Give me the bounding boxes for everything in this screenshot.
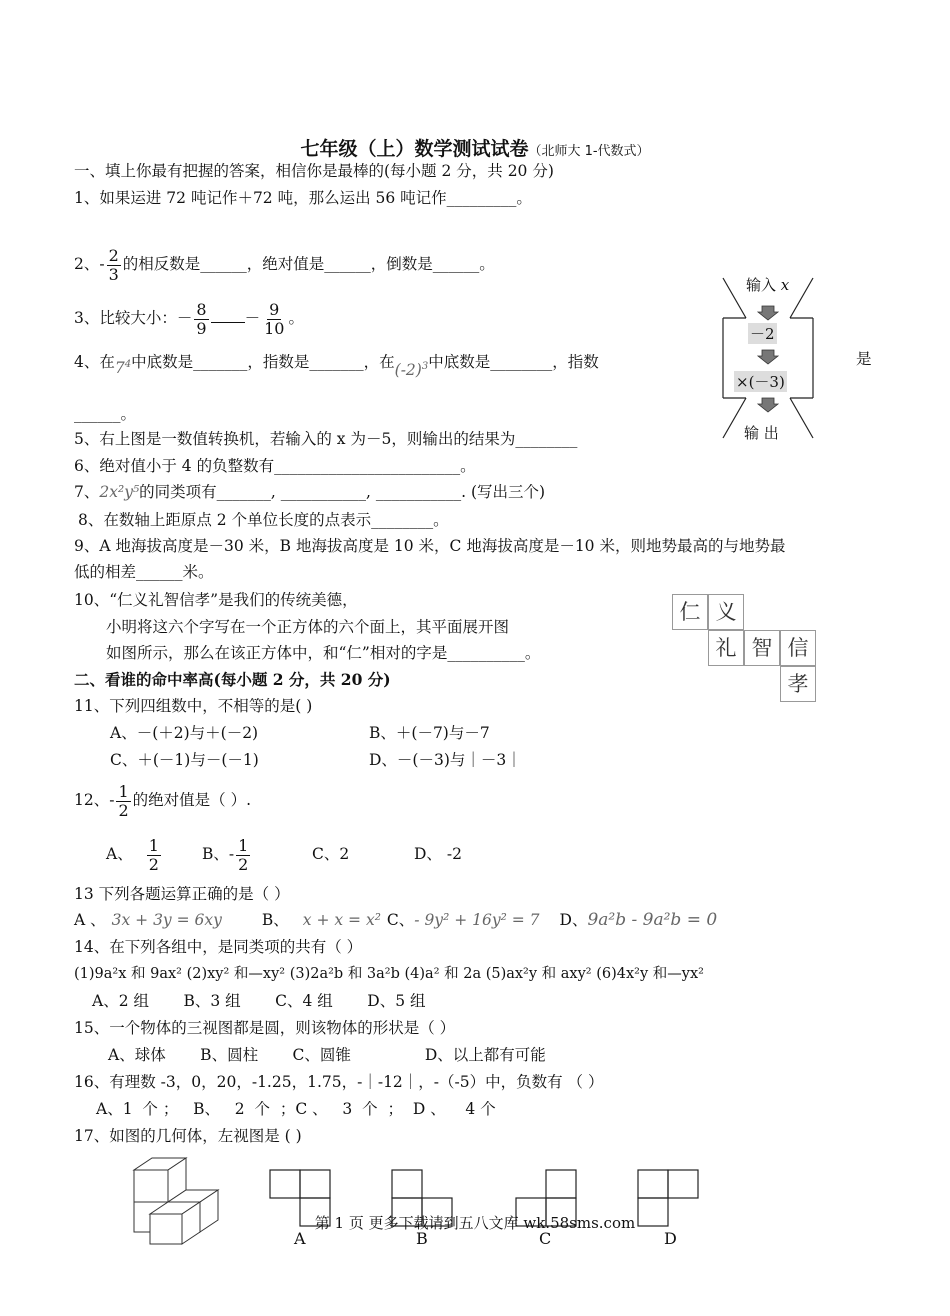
q3-blank [211, 308, 245, 323]
net-cell-ren: 仁 [672, 594, 708, 630]
q11-option-c: C、＋(－1)与－(－1) [110, 751, 259, 769]
label-c: C [539, 1229, 552, 1248]
question-11: 11、下列四组数中，不相等的是( ) [74, 697, 313, 715]
q2-numerator: 2 [108, 245, 119, 265]
net-cell-zhi: 智 [744, 630, 780, 666]
section2-heading: 二、看谁的命中率高(每小题 2 分，共 20 分) [74, 670, 391, 689]
question-16: 16、有理数 -3，0，20，-1.25，1.75，-｜-12｜，-（-5）中，负数有 （ ） [74, 1073, 604, 1091]
question-2 [74, 244, 495, 284]
q3-num2: 9 [269, 299, 280, 319]
q4-continuation: ______。 [74, 405, 137, 423]
q7-math: 2x²y⁵ [99, 483, 140, 501]
question-10-line1: 10、“仁义礼智信孝”是我们的传统美德， [74, 591, 358, 609]
q4-shi: 是 [856, 350, 872, 368]
q11-option-a: A、－(＋2)与＋(－2) [110, 724, 259, 742]
q7-suffix: 的同类项有_______, ___________, ___________. (写出三个) [139, 483, 546, 501]
net-cell-xin: 信 [780, 630, 816, 666]
question-6: 6、绝对值小于 4 的负整数有________________________。 [74, 457, 476, 475]
q7-prefix: 7、 [74, 483, 100, 501]
q4-base-2: (-2) [394, 361, 422, 380]
q12-b-num: 1 [238, 835, 249, 855]
question-7 [74, 482, 545, 502]
q12-option-d: D、 -2 [414, 845, 462, 863]
q14-items: (1)9a²x 和 9ax² (2)xy² 和—xy² (3)2a²b 和 3a²b (4)a² 和 2a (5)ax²y 和 axy² (6)4x²y 和—yx² [74, 966, 704, 982]
q12-prefix: 12、- [74, 791, 115, 809]
q12-b-label: B、- [202, 845, 235, 863]
question-10-line2: 小明将这六个字写在一个正方体的六个面上，其平面展开图 [106, 618, 510, 636]
machine-step-2: ×(－3) [736, 373, 785, 391]
q4-exp-2: 3 [421, 361, 429, 372]
q13-a-label: A 、 [74, 911, 106, 929]
q3-fraction-2 [262, 301, 286, 338]
q3-den1: 9 [196, 318, 207, 338]
question-5: 5、右上图是一数值转换机，若输入的 x 为－5，则输出的结果为________ [74, 430, 578, 448]
q12-b-fraction [236, 837, 250, 874]
q3-den2: 10 [264, 318, 285, 338]
q12-a-fraction [147, 837, 161, 874]
q2-prefix: 2、- [74, 255, 105, 273]
q2-suffix: 的相反数是______，绝对值是______，倒数是______。 [122, 255, 495, 273]
q2-fraction [107, 247, 121, 284]
q13-b-label: B、 [261, 911, 289, 929]
q16-options: A、1 个 ； B、 2 个 ；C 、 3 个 ； D 、 4 个 [96, 1100, 496, 1118]
question-12 [74, 780, 251, 820]
question-9-line2: 低的相差______米。 [74, 563, 214, 581]
machine-input-text: 输入 [746, 276, 777, 294]
page-title [0, 134, 950, 161]
q12-num: 1 [118, 781, 129, 801]
machine-step-1: －2 [750, 325, 775, 343]
q4-base-1: 7 [114, 359, 125, 378]
q4-part-c: 中底数是________，指数 [428, 353, 599, 372]
q11-option-b: B、＋(－7)与－7 [369, 724, 490, 742]
question-9-line1: 9、A 地海拔高度是－30 米，B 地海拔高度是 10 米，C 地海拔高度是－10 米，则地势最高的与地势最 [74, 537, 786, 555]
q12-a-den: 2 [148, 854, 159, 874]
q13-c-label: C、 [386, 911, 415, 929]
q12-option-c: C、2 [312, 845, 350, 863]
q3-suffix: 。 [288, 309, 304, 327]
label-a: A [294, 1229, 306, 1248]
q12-a-label: A、 [106, 845, 133, 863]
q3-num1: 8 [196, 299, 207, 319]
question-10-line3: 如图所示，那么在该正方体中，和“仁”相对的字是__________。 [106, 644, 541, 662]
question-8: 8、在数轴上距原点 2 个单位长度的点表示________。 [78, 511, 449, 529]
machine-output-label: 输 出 [744, 424, 779, 442]
q4-part-b: 中底数是_______，指数是_______，在 [131, 353, 395, 372]
q13-d-math: 9a²b - 9a²b = 0 [587, 910, 718, 930]
net-cell-yi: 义 [708, 594, 744, 630]
q11-option-d: D、－(－3)与｜－3｜ [369, 751, 522, 769]
question-13: 13 下列各题运算正确的是（ ） [74, 885, 290, 903]
q3-fraction-1 [194, 301, 208, 338]
q13-c-math: - 9y² + 16y² = 7 [414, 911, 540, 929]
machine-frame [718, 270, 818, 445]
q4-exp-1: 4 [124, 359, 132, 370]
q12-fraction [116, 783, 130, 820]
machine-input-x: x [780, 276, 790, 294]
machine-input-label [746, 274, 789, 295]
question-1: 1、如果运进 72 吨记作＋72 吨，那么运出 56 吨记作_________。 [74, 189, 532, 207]
q12-den: 2 [118, 800, 129, 820]
label-b: B [416, 1229, 428, 1248]
q12-option-a [106, 834, 163, 874]
q13-b-math: x + x = x² [302, 911, 381, 929]
q12-suffix: 的绝对值是（ ）. [132, 791, 252, 809]
q12-option-b [202, 834, 252, 874]
title-sub: （北师大 1-代数式） [528, 144, 650, 159]
q3-minus: － [244, 309, 261, 327]
question-17: 17、如图的几何体，左视图是 ( ) [74, 1127, 302, 1145]
q4-power-2 [395, 361, 429, 379]
label-d: D [664, 1229, 677, 1248]
page-footer: 第 1 页 更多下载请到五八文库 wk.58sms.com [314, 1214, 636, 1232]
q13-a-math: 3x + 3y = 6xy [111, 911, 222, 929]
q3-prefix: 3、比较大小：－ [74, 309, 193, 327]
net-cell-xiao: 孝 [780, 666, 816, 702]
conversion-machine [718, 270, 818, 445]
question-14: 14、在下列各组中，是同类项的共有（ ） [74, 938, 363, 956]
question-3 [74, 298, 304, 338]
question-4 [74, 349, 599, 380]
section1-heading: 一、填上你最有把握的答案，相信你是最棒的(每小题 2 分，共 20 分) [74, 162, 554, 180]
q2-denominator: 3 [108, 264, 119, 284]
q13-d-label: D、 [559, 911, 588, 929]
net-cell-li: 礼 [708, 630, 744, 666]
q15-options: A、球体 B、圆柱 C、圆锥 D、以上都有可能 [108, 1046, 546, 1064]
title-main: 七年级（上）数学测试试卷 [300, 138, 529, 160]
q14-options: A、2 组 B、3 组 C、4 组 D、5 组 [92, 992, 426, 1010]
q13-options [74, 910, 717, 930]
q12-a-num: 1 [148, 835, 159, 855]
q4-part-a: 4、在 [74, 353, 115, 372]
question-15: 15、一个物体的三视图都是圆，则该物体的形状是（ ） [74, 1019, 456, 1037]
q4-power-1 [115, 359, 131, 377]
q12-b-den: 2 [238, 854, 249, 874]
